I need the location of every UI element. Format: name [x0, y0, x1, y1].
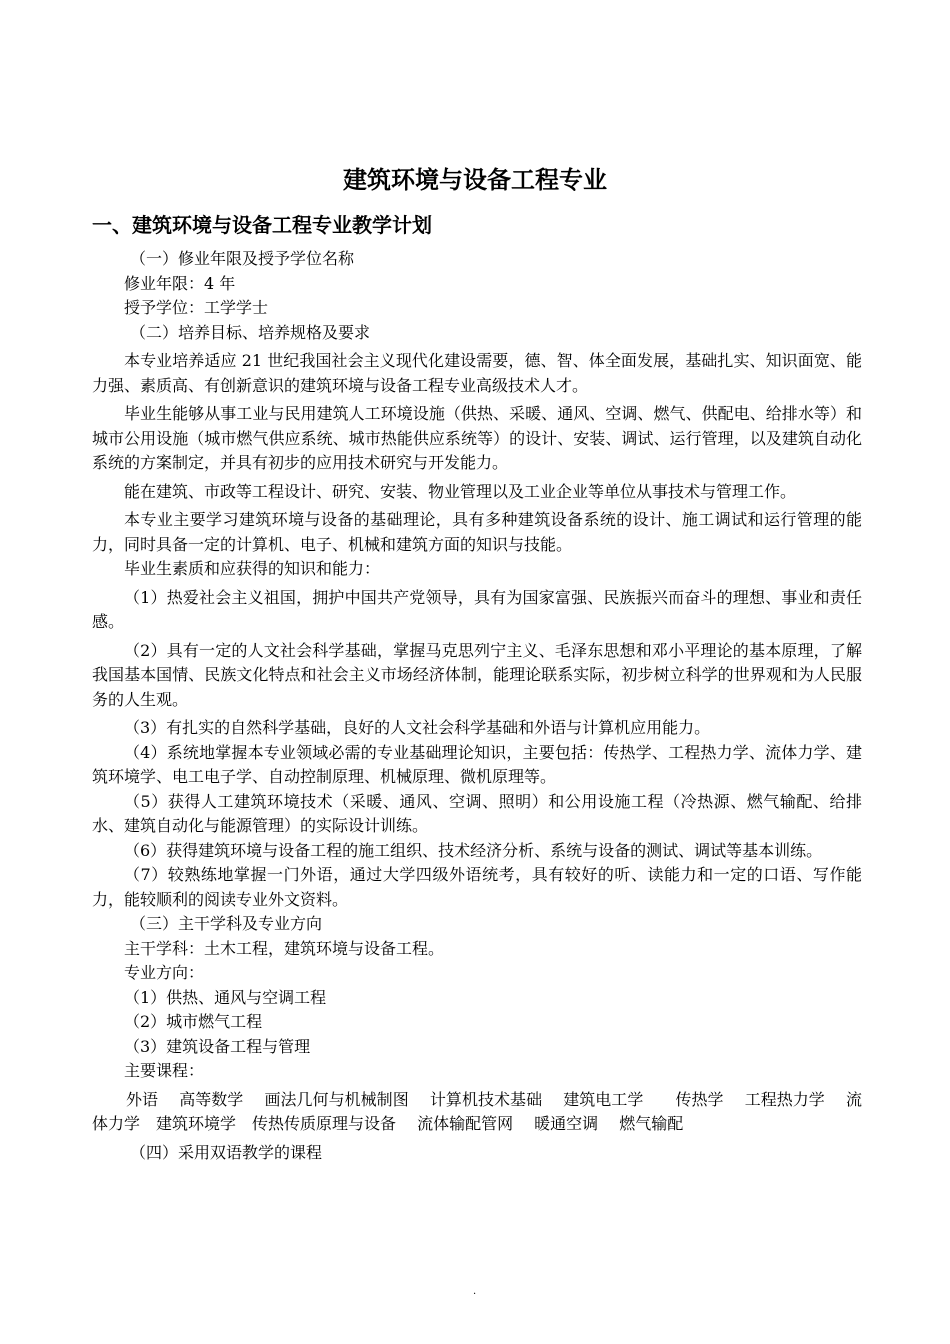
requirement-item: （3）有扎实的自然科学基础，良好的人文社会科学基础和外语与计算机应用能力。 [124, 718, 711, 737]
direction-item: （3）建筑设备工程与管理 [124, 1036, 311, 1056]
direction-item: （1）供热、通风与空调工程 [124, 987, 327, 1007]
subheading-main-subjects: （三）主干学科及专业方向 [130, 914, 323, 933]
footer-mark: . [473, 1286, 477, 1297]
paragraph-direction-label: 专业方向： [124, 963, 205, 982]
document-body [92, 247, 862, 1165]
requirement-item: （5）获得人工建筑环境技术（采暖、通风、空调、照明）和公用设施工程（冷热源、燃气输配、给排水、建筑自动化与能源管理）的实际设计训练。 [92, 791, 862, 835]
requirement-item: （2）具有一定的人文社会科学基础，掌握马克思列宁主义、毛泽东思想和邓小平理论的基本原理，了解我国基本国情、民族文化特点和社会主义市场经济体制，能理论联系实际，初步树立科学的世界观和为人民服务的人生观。 [92, 640, 862, 709]
paragraph-degree: 授予学位：工学学士 [124, 298, 269, 317]
paragraph-years: 修业年限：4 年 [124, 273, 236, 293]
requirement-item: （6）获得建筑环境与设备工程的施工组织、技术经济分析、系统与设备的测试、调试等基本训练。 [124, 840, 823, 860]
direction-item: （2）城市燃气工程 [124, 1012, 263, 1031]
paragraph-quality-intro: 毕业生素质和应获得的知识和能力： [124, 559, 381, 578]
subheading-bilingual-courses: （四）采用双语教学的课程 [130, 1142, 323, 1162]
paragraph-goal: 本专业培养适应 21 世纪我国社会主义现代化建设需要，德、智、体全面发展，基础扎实、知识面宽、能力强、素质高、有创新意识的建筑环境与设备工程专业高级技术人才。 [92, 351, 862, 395]
requirement-item: （1）热爱社会主义祖国，拥护中国共产党领导，具有为国家富强、民族振兴而奋斗的理想、事业和责任感。 [92, 587, 862, 631]
paragraph-courses-label: 主要课程： [124, 1061, 205, 1080]
paragraph-main-subject: 主干学科：土木工程，建筑环境与设备工程。 [124, 938, 445, 958]
page-title: 建筑环境与设备工程专业 [343, 166, 607, 194]
paragraph-graduate-work: 毕业生能够从事工业与民用建筑人工环境设施（供热、采暖、通风、空调、燃气、供配电、给排水等）和城市公用设施（城市燃气供应系统、城市热能供应系统等）的设计、安装、调试、运行管理，以及建筑自动化系统的方案制定，并具有初步的应用技术研究与开发能力。 [92, 404, 862, 472]
requirement-item: （4）系统地掌握本专业领域必需的专业基础理论知识，主要包括：传热学、工程热力学、流体力学、建筑环境学、电工电子学、自动控制原理、机械原理、微机原理等。 [92, 742, 862, 786]
requirement-item: （7）较熟练地掌握一门外语，通过大学四级外语统考，具有较好的听、读能力和一定的口语、写作能力，能较顺利的阅读专业外文资料。 [92, 865, 862, 909]
paragraph-course-list: 外语 高等数学 画法几何与机械制图 计算机技术基础 建筑电工学 传热学 工程热力学 流体力学 建筑环境学 传热传质原理与设备 流体输配管网 暖通空调 燃气输配 [92, 1089, 862, 1133]
subheading-training-goals: （二）培养目标、培养规格及要求 [130, 322, 371, 342]
paragraph-graduate-employers: 能在建筑、市政等工程设计、研究、安装、物业管理以及工业企业等单位从事技术与管理工作。 [124, 481, 797, 501]
paragraph-study-content: 本专业主要学习建筑环境与设备的基础理论，具有多种建筑设备系统的设计、施工调试和运行管理的能力，同时具备一定的计算机、电子、机械和建筑方面的知识与技能。 [92, 510, 862, 554]
subheading-duration-degree: （一）修业年限及授予学位名称 [130, 249, 355, 268]
section-heading: 一、建筑环境与设备工程专业教学计划 [92, 213, 432, 237]
